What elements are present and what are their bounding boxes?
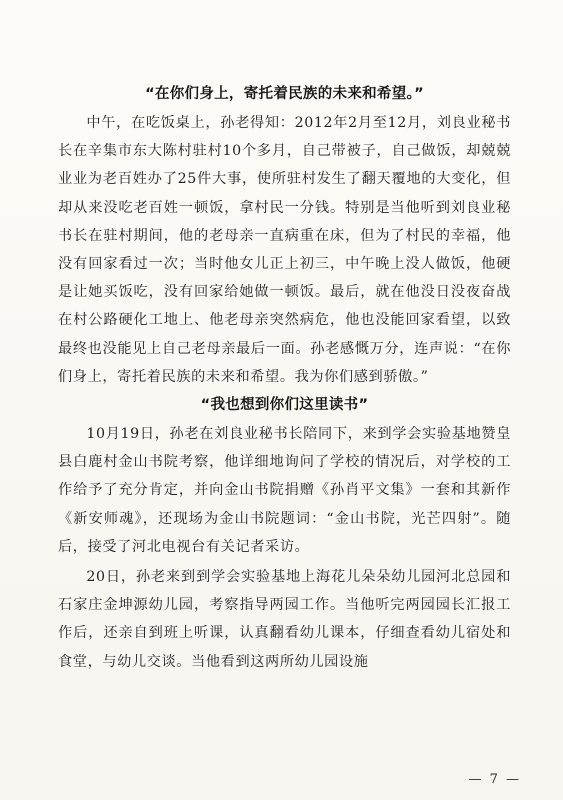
section-2-paragraph-2: 20日，孙老来到到学会实验基地上海花儿朵朵幼儿园河北总园和石家庄金坤源幼儿园，考察指导两园工作。当他听完两园园长汇报工作后，还亲自到班上听课，认真翻看幼儿课本，仔细查看幼儿宿处和食堂，与幼儿交谈。当他看到这两所幼儿园设施 [58,569,511,670]
section-2-paragraph-1: 10月19日，孙老在刘良业秘书长陪同下，来到学会实验基地赞皇县白鹿村金山书院考察，他详细地询问了学校的情况后，对学校的工作给予了充分肯定，并向金山书院捐赠《孙肖平文集》一套和其新作《新安师魂》，还现场为金山书院题词：“金山书院，光芒四射”。随后，接受了河北电视台有关记者采访。 [58,426,511,555]
section-1-paragraph-1: 中午，在吃饭桌上，孙老得知：2012年2月至12月，刘良业秘书长在辛集市东大陈村驻村10个多月，自己带被子，自己做饭，却兢兢业业为老百姓办了25件大事，使所驻村发生了翻天覆地的大变化，但却从来没吃老百姓一顿饭，拿村民一分钱。特别是当他听到刘良业秘书长在驻村期间，他的老母亲一直病重在床，但为了村民的幸福，他没有回家看过一次；当时他女儿正上初三，中午晚上没人做饭，他硬是让她买饭吃，没有回家给她做一顿饭。最后，就在他没日没夜奋战在村公路硬化工地上、他老母亲突然病危，他也没能回家看望，以致最终也没能见上自己老母亲最后一面。孙老感慨万分，连声说：“在你们身上，寄托着民族的未来和希望。我为你们感到骄傲。” [58,115,511,385]
section-heading-1: “在你们身上，寄托着民族的未来和希望。” [145,86,424,102]
page-number: — 7 — [468,772,521,787]
section-heading-2: “我也想到你们这里读书” [200,397,369,414]
